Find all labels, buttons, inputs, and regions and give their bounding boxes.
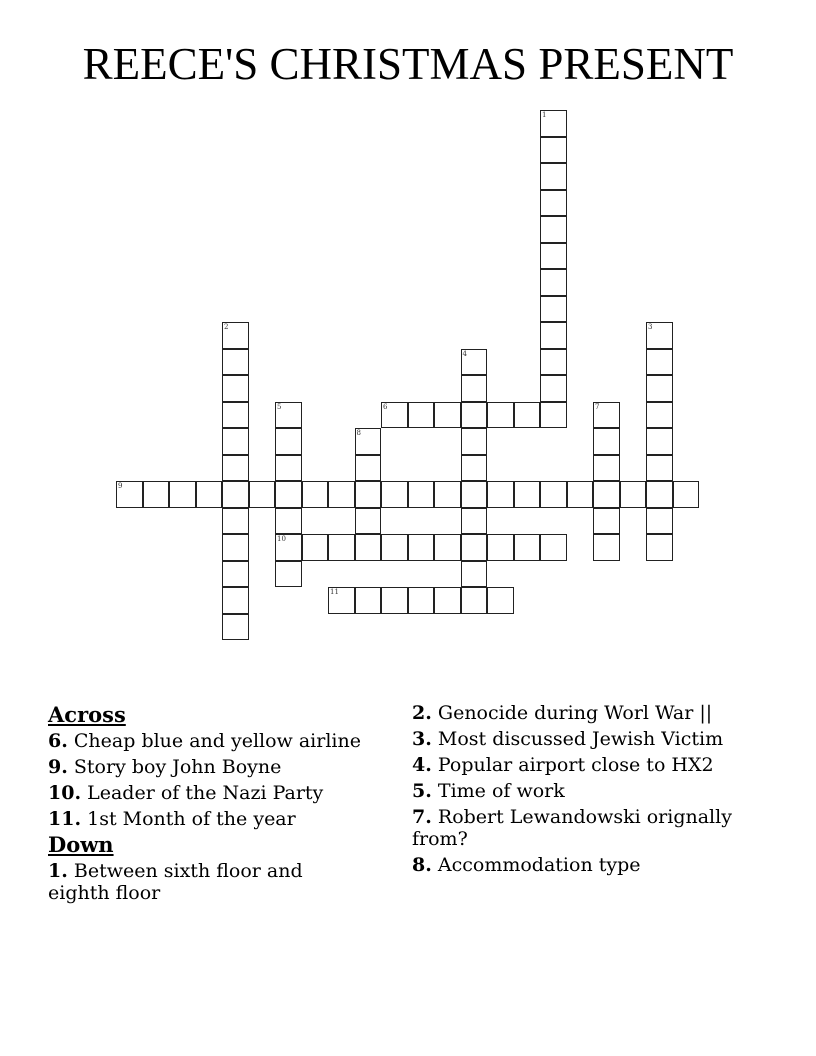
grid-cell[interactable] xyxy=(646,428,673,455)
grid-cell[interactable] xyxy=(434,587,461,614)
grid-cell[interactable] xyxy=(461,587,488,614)
grid-cell[interactable] xyxy=(461,402,488,429)
cell-number: 5 xyxy=(277,402,282,411)
clue-down-7 xyxy=(412,806,752,850)
grid-cell[interactable] xyxy=(222,481,249,508)
grid-cell[interactable] xyxy=(646,508,673,535)
cell-number: 7 xyxy=(595,402,600,411)
grid-cell[interactable] xyxy=(275,428,302,455)
clue-text: Leader of the Nazi Party xyxy=(87,782,324,804)
grid-cell[interactable] xyxy=(408,402,435,429)
grid-cell[interactable] xyxy=(593,455,620,482)
grid-cell[interactable] xyxy=(461,349,488,376)
grid-cell[interactable] xyxy=(461,428,488,455)
grid-cell[interactable] xyxy=(222,455,249,482)
grid-cell[interactable] xyxy=(540,190,567,217)
clue-text: 1st Month of the year xyxy=(87,808,296,830)
grid-cell[interactable] xyxy=(540,137,567,164)
grid-cell[interactable] xyxy=(249,481,276,508)
grid-cell[interactable] xyxy=(646,534,673,561)
grid-cell[interactable] xyxy=(381,534,408,561)
grid-cell[interactable] xyxy=(169,481,196,508)
clue-across-9 xyxy=(48,756,368,778)
clues-column-right xyxy=(412,702,752,880)
grid-cell[interactable] xyxy=(646,375,673,402)
grid-cell[interactable] xyxy=(540,402,567,429)
cell-number: 3 xyxy=(648,323,653,331)
grid-cell[interactable] xyxy=(222,534,249,561)
clue-number: 11. xyxy=(48,808,82,830)
clue-number: 6. xyxy=(48,730,68,752)
clue-text: Popular airport close to HX2 xyxy=(437,754,714,776)
grid-cell[interactable] xyxy=(196,481,223,508)
grid-cell[interactable] xyxy=(222,561,249,588)
clue-number: 9. xyxy=(48,756,68,778)
grid-cell[interactable] xyxy=(620,481,647,508)
grid-cell[interactable] xyxy=(302,481,329,508)
grid-cell[interactable] xyxy=(355,455,382,482)
grid-cell[interactable] xyxy=(540,375,567,402)
grid-cell[interactable] xyxy=(514,402,541,429)
grid-cell[interactable] xyxy=(593,402,620,429)
grid-cell[interactable] xyxy=(646,349,673,376)
grid-cell[interactable] xyxy=(222,508,249,535)
clue-text: Between sixth floor and eighth floor xyxy=(48,860,303,904)
grid-cell[interactable] xyxy=(540,163,567,190)
grid-cell[interactable] xyxy=(222,375,249,402)
grid-cell[interactable] xyxy=(461,561,488,588)
grid-cell[interactable] xyxy=(222,349,249,376)
clue-across-6 xyxy=(48,730,368,752)
grid-cell[interactable] xyxy=(461,508,488,535)
grid-cell[interactable] xyxy=(514,534,541,561)
grid-cell[interactable] xyxy=(567,481,594,508)
grid-cell[interactable] xyxy=(646,402,673,429)
grid-cell[interactable] xyxy=(222,614,249,641)
clues-column-left xyxy=(48,702,368,908)
grid-cell[interactable] xyxy=(540,322,567,349)
clue-text: Genocide during Worl War || xyxy=(437,702,713,724)
cell-number: 4 xyxy=(462,349,467,358)
cell-number: 6 xyxy=(383,402,388,411)
clue-number: 1. xyxy=(48,860,68,882)
grid-cell[interactable] xyxy=(461,455,488,482)
clue-text: Story boy John Boyne xyxy=(73,756,282,778)
grid-cell[interactable] xyxy=(222,587,249,614)
clue-number: 8. xyxy=(412,854,432,876)
grid-cell[interactable] xyxy=(275,534,302,561)
grid-cell[interactable] xyxy=(487,534,514,561)
clue-text: Robert Lewandowski orignally from? xyxy=(412,806,732,850)
clue-number: 7. xyxy=(412,806,432,828)
cell-number: 11 xyxy=(330,588,339,596)
clue-number: 2. xyxy=(412,702,432,724)
clue-down-2 xyxy=(412,702,752,724)
grid-cell[interactable] xyxy=(408,534,435,561)
grid-cell[interactable] xyxy=(540,269,567,296)
grid-cell[interactable] xyxy=(408,587,435,614)
grid-cell[interactable] xyxy=(461,534,488,561)
clue-across-10 xyxy=(48,782,368,804)
grid-cell[interactable] xyxy=(646,322,673,349)
grid-cell[interactable] xyxy=(593,508,620,535)
grid-cell[interactable] xyxy=(275,455,302,482)
grid-cell[interactable] xyxy=(593,481,620,508)
grid-cell[interactable] xyxy=(514,481,541,508)
grid-cell[interactable] xyxy=(222,428,249,455)
grid-cell[interactable] xyxy=(275,561,302,588)
clue-down-8 xyxy=(412,854,752,876)
puzzle-title: REECE'S CHRISTMAS PRESENT xyxy=(82,39,734,89)
grid-cell[interactable] xyxy=(355,508,382,535)
grid-cell[interactable] xyxy=(408,481,435,508)
grid-cell[interactable] xyxy=(540,296,567,323)
grid-cell[interactable] xyxy=(540,243,567,270)
grid-cell[interactable] xyxy=(646,455,673,482)
grid-cell[interactable] xyxy=(540,216,567,243)
cell-number: 9 xyxy=(118,482,123,490)
grid-cell[interactable] xyxy=(646,481,673,508)
down-heading: Down xyxy=(48,832,114,857)
grid-cell[interactable] xyxy=(275,508,302,535)
clue-down-1 xyxy=(48,860,368,904)
grid-cell[interactable] xyxy=(540,349,567,376)
grid-cell[interactable] xyxy=(673,481,700,508)
grid-cell[interactable] xyxy=(381,402,408,429)
grid-cell[interactable] xyxy=(434,534,461,561)
grid-cell[interactable] xyxy=(355,481,382,508)
grid-cell[interactable] xyxy=(540,534,567,561)
grid-cell[interactable] xyxy=(275,481,302,508)
grid-cell[interactable] xyxy=(328,481,355,508)
grid-cell[interactable] xyxy=(461,375,488,402)
cell-number: 10 xyxy=(277,535,286,543)
grid-cell[interactable] xyxy=(381,587,408,614)
clue-across-11 xyxy=(48,808,368,830)
grid-cell[interactable] xyxy=(461,481,488,508)
cell-number: 8 xyxy=(356,429,361,437)
grid-cell[interactable] xyxy=(540,110,567,137)
grid-cell[interactable] xyxy=(222,402,249,429)
clue-down-5 xyxy=(412,780,752,802)
grid-cell[interactable] xyxy=(487,402,514,429)
grid-cell[interactable] xyxy=(540,481,567,508)
grid-cell[interactable] xyxy=(593,428,620,455)
clue-number: 5. xyxy=(412,780,432,802)
grid-cell[interactable] xyxy=(355,587,382,614)
cell-number: 1 xyxy=(542,111,547,119)
clue-text: Accommodation type xyxy=(437,854,641,876)
grid-cell[interactable] xyxy=(328,534,355,561)
across-heading: Across xyxy=(48,702,126,727)
clue-down-3 xyxy=(412,728,752,750)
grid-cell[interactable] xyxy=(116,481,143,508)
clue-text: Time of work xyxy=(437,780,565,802)
clue-number: 10. xyxy=(48,782,82,804)
clue-text: Most discussed Jewish Victim xyxy=(437,728,724,750)
grid-cell[interactable] xyxy=(434,402,461,429)
grid-cell[interactable] xyxy=(328,587,355,614)
grid-cell[interactable] xyxy=(302,534,329,561)
grid-cell[interactable] xyxy=(143,481,170,508)
grid-cell[interactable] xyxy=(355,534,382,561)
grid-cell[interactable] xyxy=(222,322,249,349)
grid-cell[interactable] xyxy=(381,481,408,508)
grid-cell[interactable] xyxy=(275,402,302,429)
clue-text: Cheap blue and yellow airline xyxy=(73,730,361,752)
cell-number: 2 xyxy=(224,323,229,331)
grid-cell[interactable] xyxy=(593,534,620,561)
grid-cell[interactable] xyxy=(434,481,461,508)
clue-number: 4. xyxy=(412,754,432,776)
grid-cell[interactable] xyxy=(487,587,514,614)
grid-cell[interactable] xyxy=(355,428,382,455)
clue-number: 3. xyxy=(412,728,432,750)
grid-cell[interactable] xyxy=(487,481,514,508)
clue-down-4 xyxy=(412,754,752,776)
